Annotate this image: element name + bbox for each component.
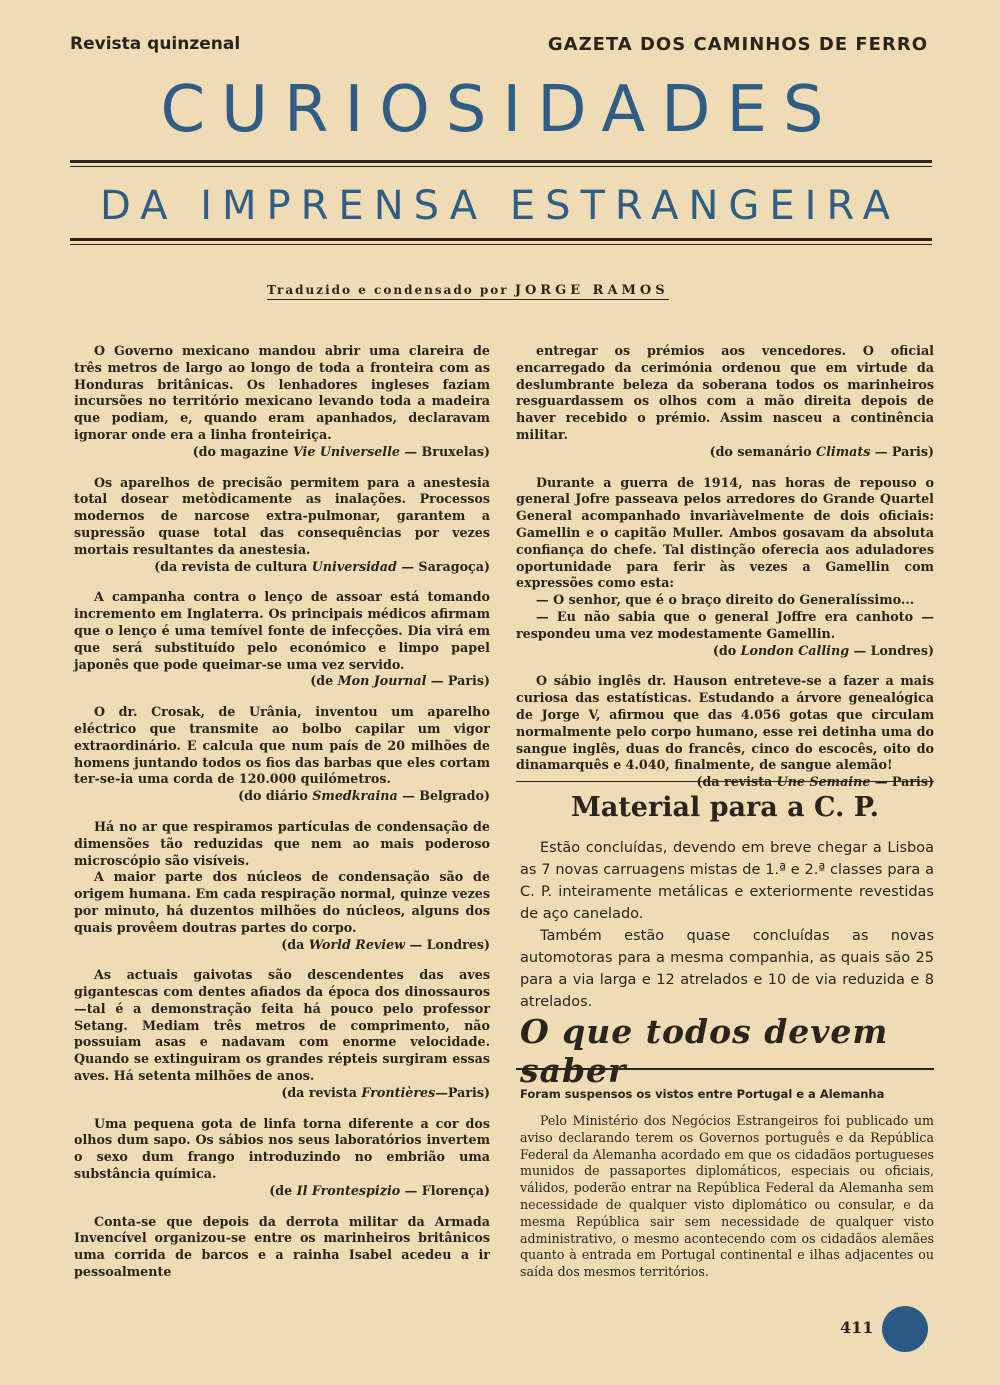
source-publication: Une Semaine <box>776 774 871 790</box>
article-source <box>74 1085 490 1102</box>
material-body <box>520 837 934 1013</box>
article-source <box>74 788 490 805</box>
source-suffix: —Paris) <box>435 1084 490 1100</box>
source-publication: Mon Journal <box>337 673 427 689</box>
article-source <box>74 673 490 690</box>
source-prefix: (do <box>712 642 741 658</box>
article-paragraph: Durante a guerra de 1914, nas horas de repouso o general Jofre passeava pelos arredores do Grande Quartel General acompanhado invariàvelmente de dois oficiais: Gamellin e o capitão Muller. Ambos gosavam da absoluta confiança do chefe. Tal distinção oferecia aos aduladores oportunidade para ferir às vezes a Gamellin com expressões como esta: <box>516 474 934 591</box>
source-publication: Universidad <box>311 558 397 574</box>
article-source <box>516 444 934 461</box>
article-source <box>516 774 934 791</box>
article-paragraph: Os aparelhos de precisão permitem para a anestesia total dosear metòdicamente as inalações. Processos modernos de narcose extra-pulmonar, garantem a supressão quase total das consequências por vezes mortais resultantes da anestesia. <box>74 474 490 557</box>
article-paragraph: O sábio inglês dr. Hauson entreteve-se a fazer a mais curiosa das estatísticas. Estudando a árvore genealógica de Jorge V, afirmou que das 4.056 gotas que circulam normalmente pelo corpo humano, esse rei detinha uma do sangue inglês, duas do francês, cinco do escocês, oito do dinamarquês e 4.040, finalmente, de sangue alemão! <box>516 673 934 773</box>
material-title: Material para a C. P. <box>570 792 880 823</box>
page-number: 411 <box>840 1318 874 1337</box>
article-paragraph: Conta-se que depois da derrota militar da Armada Invencível organizou-se entre os marinheiros britânicos uma corrida de barcos e a rainha Isabel acedeu a ir pessoalmente <box>74 1213 490 1280</box>
saber-subtitle: Foram suspensos os vistos entre Portugal e a Alemanha <box>520 1087 885 1101</box>
source-suffix: — Bruxelas) <box>400 443 490 459</box>
right-column <box>516 343 934 805</box>
page-dot-ornament <box>882 1306 928 1352</box>
left-column <box>74 343 490 1295</box>
material-paragraph: Também estão quase concluídas as novas automotoras para a mesma companhia, as quais são 25 para a via larga e 12 atrelados e 10 de via reduzida e 8 atrelados. <box>520 928 934 1010</box>
magazine-name: GAZETA DOS CAMINHOS DE FERRO <box>547 34 928 55</box>
source-prefix: (da revista <box>281 1084 362 1100</box>
source-prefix: (da revista <box>696 774 777 790</box>
article-paragraph: Há no ar que respiramos partículas de condensação de dimensões tão reduzidas que nem ao mais poderoso microscópio são visíveis. <box>74 818 490 868</box>
source-publication: Il Frontespizio <box>296 1182 401 1198</box>
subtitle-rule <box>70 238 932 241</box>
article-paragraph: — Eu não sabia que o general Joffre era canhoto — respondeu uma vez modestamente Gamellin. <box>516 608 934 641</box>
article-paragraph: A maior parte dos núcleos de condensação são de origem humana. Em cada respiração normal, quinze vezes por minuto, há duzentos milhões do núcleos, alguns dos quais provêem doutras partes do corpo. <box>74 869 490 935</box>
source-prefix: (de <box>310 673 338 689</box>
article-paragraph: O dr. Crosak, de Urânia, inventou um aparelho eléctrico que transmite ao bolbo capilar um vigor extraordinário. E calcula que num país de 20 milhões de homens juntando todos os fios das barbas que eles cortam ter-se-ia uma corda de 120.000 quilómetros. <box>74 704 490 787</box>
source-suffix: — Florença) <box>400 1182 490 1198</box>
source-suffix: — Londres) <box>405 936 490 952</box>
article-source <box>74 444 490 461</box>
source-prefix: (do magazine <box>192 443 293 459</box>
article-source <box>516 643 934 660</box>
source-prefix: (do semanário <box>709 443 817 459</box>
subtitle-rule-thin <box>70 244 932 245</box>
saber-rule <box>516 1068 934 1070</box>
credit-prefix: Traduzido e condensado por <box>267 283 509 297</box>
article-paragraph: As actuais gaivotas são descendentes das aves gigantescas com dentes afiados da época dos dinossauros—tal é a demonstração feita há pouco pelo professor Setang. Mediam três metros de comprimento, não possuiam asas e nadavam com enorme velocidade. Quando se extinguiram os grandes répteis surgiram essas aves. Há setenta milhões de anos. <box>74 967 490 1084</box>
article-paragraph: entregar os prémios aos vencedores. O oficial encarregado da cerimónia ordenou que em virtude da deslumbrante beleza da soberana todos os marinheiros resguardassem os olhos com a mão direita depois de haver recebido o prémio. Assim nasceu a continência militar. <box>516 343 934 442</box>
source-prefix: (de <box>269 1182 297 1198</box>
source-publication: Vie Universelle <box>292 443 401 459</box>
page-title: CURIOSIDADES <box>160 73 840 147</box>
source-publication: Smedkraina <box>312 788 398 804</box>
article-paragraph: — O senhor, que é o braço direito do Generalíssimo... <box>536 592 915 608</box>
title-rule <box>70 160 932 163</box>
source-prefix: (da <box>281 936 309 952</box>
source-publication: Climats <box>816 443 871 459</box>
title-rule-thin <box>70 166 932 167</box>
source-prefix: (da revista de cultura <box>154 558 312 574</box>
saber-paragraph: Pelo Ministério dos Negócios Estrangeiros foi publicado um aviso declarando terem os Governos português e da República Federal da Alemanha acordado em que os cidadãos portugueses munidos de passaportes diplomáticos, especiais ou oficiais, válidos, poderão entrar na República Federal da Alemanha sem necessidade de qualquer visto diplomático ou consular, e da mesma República sair sem necessidade de qualquer visto administrativo, o mesmo acontecendo com os cidadãos alemães quanto à entrada em Portugal continental e ilhas adjacentes ou saída dos mesmos territórios. <box>520 1113 934 1280</box>
source-publication: London Calling <box>740 642 850 658</box>
source-prefix: (do diário <box>238 788 313 804</box>
article-paragraph: A campanha contra o lenço de assoar está tomando incremento em Inglaterra. Os principais médicos afirmam que o lenço é uma temível fonte de infecções. Dia virá em que será substituído pelo económico e limpo papel japonês que pode queimar-se uma vez servido. <box>74 589 490 672</box>
translator-credit <box>267 283 669 300</box>
article-source <box>74 1183 490 1200</box>
page-subtitle: DA IMPRENSA ESTRANGEIRA <box>100 183 900 229</box>
section-divider <box>516 781 934 782</box>
source-publication: World Review <box>308 936 406 952</box>
saber-body <box>520 1113 934 1281</box>
saber-title: O que todos devem saber <box>520 1012 889 1090</box>
article-source <box>74 937 490 954</box>
article-source <box>74 559 490 576</box>
source-suffix: — Paris) <box>426 673 490 689</box>
source-suffix: — Londres) <box>849 642 934 658</box>
source-suffix: — Belgrado) <box>397 788 490 804</box>
article-paragraph: Uma pequena gota de linfa torna diferente a cor dos olhos dum sapo. Os sábios nos seus laboratórios invertem o sexo dum frango introduzindo no embrião uma substância química. <box>74 1115 490 1182</box>
material-paragraph: Estão concluídas, devendo em breve chegar a Lisboa as 7 novas carruagens mistas de 1.ª e 2.ª classes para a C. P. inteiramente metálicas e exteriormente revestidas de aço canelado. <box>520 840 934 922</box>
credit-author: JORGE RAMOS <box>514 283 669 298</box>
source-suffix: — Paris) <box>870 774 934 790</box>
source-suffix: — Saragoça) <box>396 558 490 574</box>
magazine-frequency: Revista quinzenal <box>70 34 241 54</box>
source-suffix: — Paris) <box>870 443 934 459</box>
source-publication: Frontières <box>361 1084 436 1100</box>
article-paragraph: O Governo mexicano mandou abrir uma clareira de três metros de largo ao longo de toda a fronteira com as Honduras britânicas. Os lenhadores ingleses faziam incursões no território mexicano levando toda a madeira que podiam, e, quando eram apanhados, declaravam ignorar onde era a linha fronteiriça. <box>74 343 490 442</box>
